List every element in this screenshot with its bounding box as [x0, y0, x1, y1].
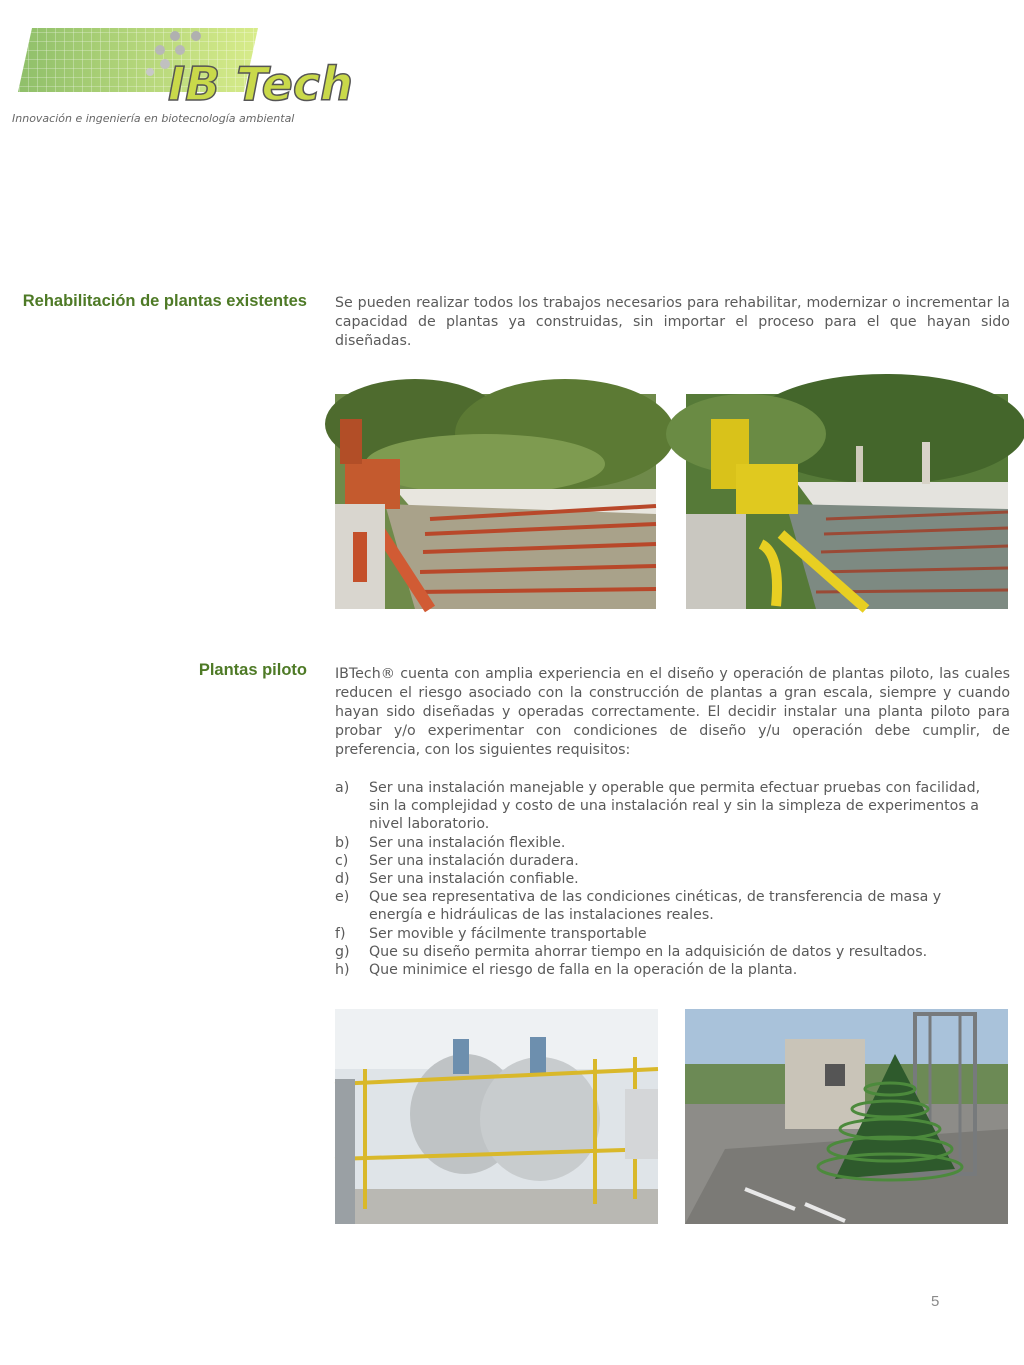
list-item [335, 834, 995, 852]
list-item [335, 961, 995, 979]
list-item-text: Que minimice el riesgo de falla en la operación de la planta. [369, 962, 798, 979]
list-item-text: Ser una instalación duradera. [369, 852, 579, 869]
company-tagline: Innovación e ingeniería en biotecnología ambiental [12, 112, 295, 125]
list-item-text: Ser una instalación confiable. [369, 871, 579, 888]
photo-red-aeration-basin [335, 394, 656, 609]
page-number: 5 [931, 1293, 940, 1310]
list-item-text: Ser movible y fácilmente transportable [369, 925, 647, 942]
section-title-rehabilitacion: Rehabilitación de plantas existentes [22, 292, 307, 310]
list-marker: c) [335, 852, 349, 869]
list-item-text: Que su diseño permita ahorrar tiempo en la adquisición de datos y resultados. [369, 943, 928, 960]
svg-text:IB Tech: IB Tech [168, 57, 353, 111]
list-marker: e) [335, 889, 350, 906]
list-marker: f) [335, 925, 346, 942]
photo-coil-reactor [685, 1009, 1008, 1224]
list-marker: b) [335, 834, 350, 851]
list-item-text: Que sea representativa de las condiciones cinéticas, de transferencia de masa y energía e hidráulicas de las instalaciones reales. [369, 889, 942, 924]
list-marker: h) [335, 962, 350, 979]
photo-yellow-aeration-basin [686, 394, 1008, 609]
list-item-text: Ser una instalación manejable y operable que permita efectuar pruebas con facilidad, sin la complejidad y costo de una instalación real y sin la simpleza de experimentos a nivel laboratorio. [369, 780, 981, 833]
list-item [335, 888, 995, 924]
list-marker: a) [335, 780, 350, 796]
list-item-text: Ser una instalación flexible. [369, 834, 566, 851]
list-item [335, 925, 995, 943]
section-paragraph-plantas-piloto: IBTech® cuenta con amplia experiencia en el diseño y operación de plantas piloto, las cuales reducen el riesgo asociado con la construcción de plantas a gran escala, siempre y cuando hayan sido diseñadas y operadas correctamente. El decidir instalar una planta piloto para probar y/o experimentar con condiciones de diseño y/u operación debe cumplir, de preferencia, con los siguientes requisitos: [335, 666, 1010, 758]
list-marker: g) [335, 943, 350, 960]
ib-tech-logo-icon [10, 14, 353, 114]
photo-pilot-plant-reactors [335, 1009, 658, 1224]
list-item [335, 870, 995, 888]
requirements-list [335, 779, 995, 979]
list-marker: d) [335, 871, 350, 888]
list-item [335, 852, 995, 870]
list-item [335, 779, 995, 834]
list-item [335, 943, 995, 961]
section-paragraph-rehabilitacion: Se pueden realizar todos los trabajos necesarios para rehabilitar, modernizar o incrementar la capacidad de plantas ya construidas, sin importar el proceso para el que hayan sido diseñadas. [335, 295, 1010, 349]
section-title-plantas-piloto: Plantas piloto [198, 661, 307, 679]
